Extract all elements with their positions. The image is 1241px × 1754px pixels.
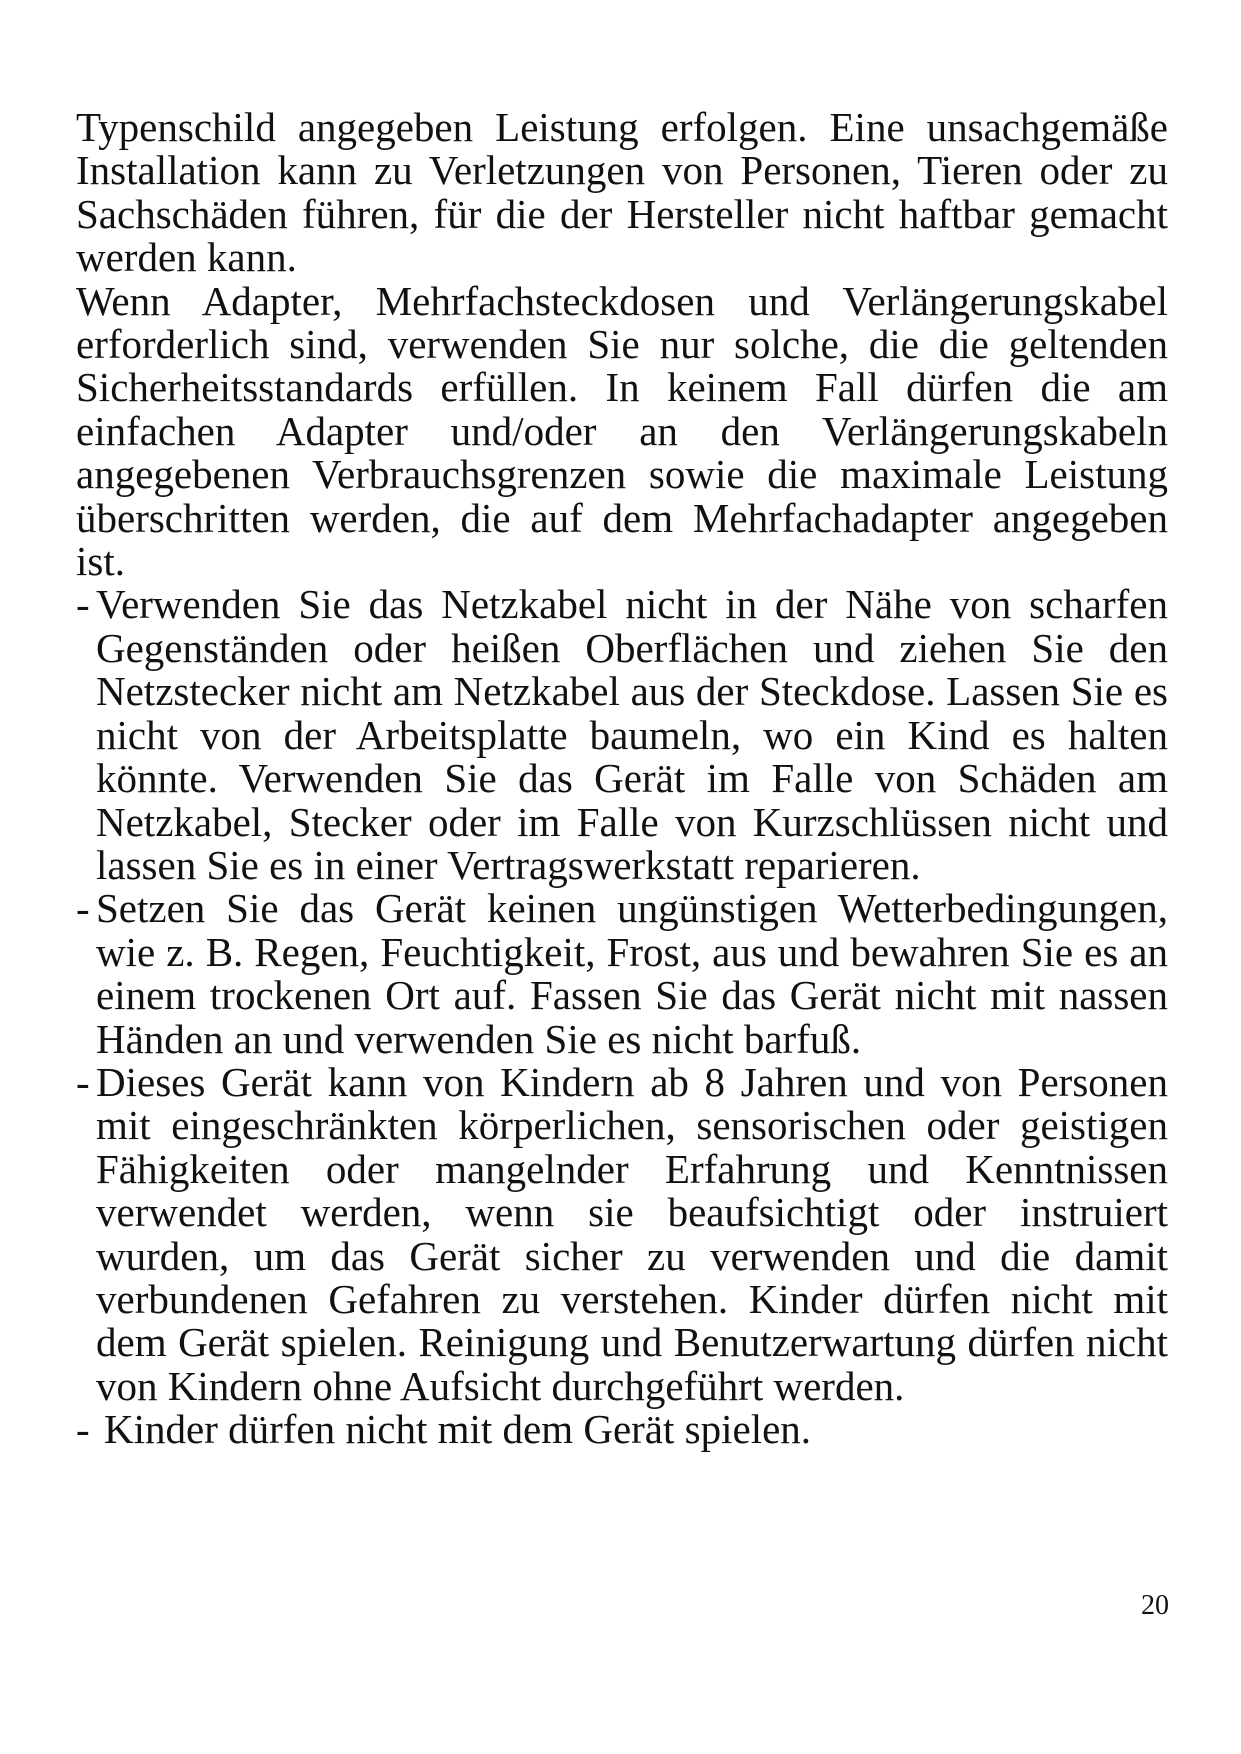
paragraph-installation: Typenschild angegeben Leistung erfolgen. Eine unsachgemäße Installation kann zu Verletzungen von Personen, Tieren oder zu Sachschäden führen, für die der Hersteller nicht haftbar gemacht werden kann.	[76, 104, 1168, 281]
list-item-children-usage	[76, 1058, 1168, 1409]
list-item-text: Setzen Sie das Gerät keinen ungünstigen Wetterbedingungen, wie z. B. Regen, Feuchtigkeit, Frost, aus und bewahren Sie es an einem trockenen Ort auf. Fassen Sie das Gerät nicht mit nassen Händen an und verwenden Sie es nicht barfuß.	[96, 885, 1168, 1062]
list-item-children-play	[76, 1408, 1168, 1451]
list-item-weather	[76, 887, 1168, 1061]
bullet-dash: -	[76, 1406, 90, 1453]
bullet-dash: -	[76, 885, 90, 932]
list-item-power-cord	[76, 583, 1168, 887]
page-number: 20	[1141, 1590, 1169, 1621]
bullet-dash: -	[76, 581, 90, 628]
paragraph-adapters: Wenn Adapter, Mehrfachsteckdosen und Verlängerungskabel erforderlich sind, verwenden Sie nur solche, die die geltenden Sicherheitsstandards erfüllen. In keinem Fall dürfen die am einfachen Adapter und/oder an den Verlängerungskabeln angegebenen Verbrauchsgrenzen sowie die maximale Leistung überschritten werden, die auf dem Mehrfachadapter angegeben ist.	[76, 277, 1168, 585]
list-item-text: Kinder dürfen nicht mit dem Gerät spielen.	[104, 1406, 812, 1453]
list-item-text: Verwenden Sie das Netzkabel nicht in der Nähe von scharfen Gegenständen oder heißen Oberflächen und ziehen Sie den Netzstecker nicht am Netzkabel aus der Steckdose. Lassen Sie es nicht von der Arbeitsplatte baumeln, wo ein Kind es halten könnte. Verwenden Sie das Gerät im Falle von Schäden am Netzkabel, Stecker oder im Falle von Kurzschlüssen nicht und lassen Sie es in einer Vertragswerkstatt reparieren.	[96, 581, 1168, 888]
bullet-dash: -	[76, 1058, 90, 1105]
list-item-text: Dieses Gerät kann von Kindern ab 8 Jahren und von Personen mit eingeschränkten körperlichen, sensorischen oder geistigen Fähigkeiten oder mangelnder Erfahrung und Kenntnissen verwendet werden, wenn sie beaufsichtigt oder instruiert wurden, um das Gerät sicher zu verwenden und die damit verbundenen Gefahren zu verstehen. Kinder dürfen nicht mit dem Gerät spielen. Reinigung und Benutzerwartung dürfen nicht von Kindern ohne Aufsicht durchgeführt werden.	[96, 1058, 1168, 1409]
safety-list	[76, 583, 1168, 1451]
page-body	[76, 106, 1168, 1452]
